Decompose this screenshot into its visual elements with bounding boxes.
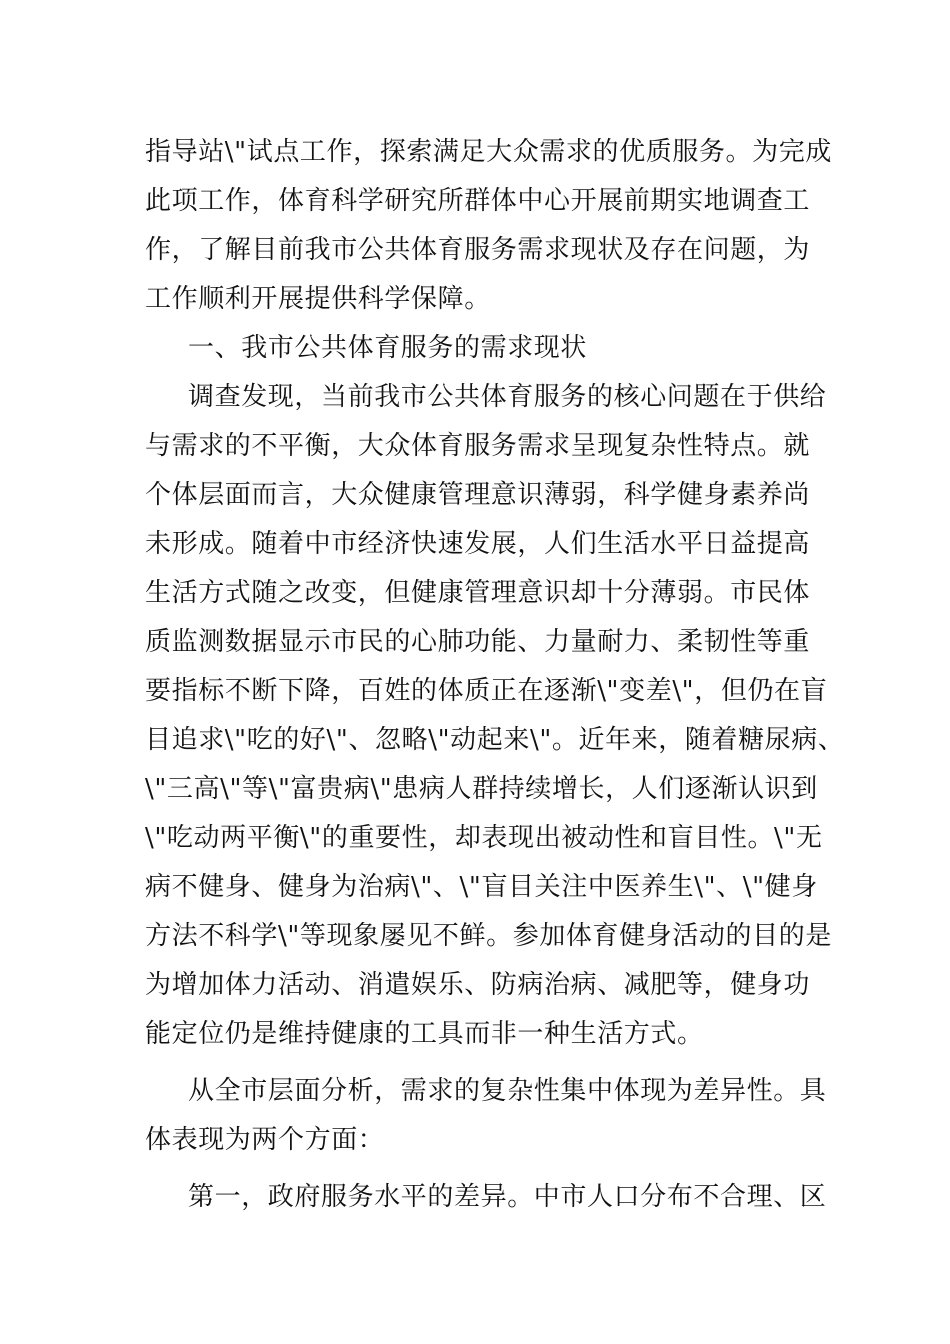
- text-line-14: \"三高\"等\"富贵病\"患病人群持续增长，人们逐渐认识到: [145, 774, 818, 804]
- text-line-15: \"吃动两平衡\"的重要性，却表现出被动性和盲目性。\"无: [145, 823, 823, 853]
- text-line-6: 调查发现，当前我市公共体育服务的核心问题在于供给: [188, 382, 827, 412]
- text-line-4: 工作顺利开展提供科学保障。: [145, 284, 491, 314]
- text-line-16: 病不健身、健身为治病\"、\"盲目关注中医养生\"、\"健身: [145, 872, 818, 902]
- text-line-11: 质监测数据显示市民的心肺功能、力量耐力、柔韧性等重: [145, 627, 811, 657]
- text-line-20: 从全市层面分析，需求的复杂性集中体现为差异性。具: [188, 1076, 827, 1106]
- text-line-8: 个体层面而言，大众健康管理意识薄弱，科学健身素养尚: [145, 480, 811, 510]
- text-line-18: 为增加体力活动、消遣娱乐、防病治病、减肥等，健身功: [145, 970, 811, 1000]
- text-line-17: 方法不科学\"等现象屡见不鲜。参加体育健身活动的目的是: [145, 921, 832, 951]
- text-line-7: 与需求的不平衡，大众体育服务需求呈现复杂性特点。就: [145, 431, 811, 461]
- text-line-9: 未形成。随着中市经济快速发展，人们生活水平日益提高: [145, 529, 811, 559]
- text-line-21: 体表现为两个方面：: [145, 1125, 385, 1155]
- text-line-2: 此项工作，体育科学研究所群体中心开展前期实地调查工: [145, 186, 811, 216]
- text-line-10: 生活方式随之改变，但健康管理意识却十分薄弱。市民体: [145, 578, 811, 608]
- section-heading: 一、我市公共体育服务的需求现状: [188, 333, 588, 363]
- text-line-1: 指导站\"试点工作，探索满足大众需求的优质服务。为完成: [145, 137, 832, 167]
- text-line-19: 能定位仍是维持健康的工具而非一种生活方式。: [145, 1019, 704, 1049]
- text-line-22: 第一，政府服务水平的差异。中市人口分布不合理、区: [188, 1182, 827, 1212]
- text-line-12: 要指标不断下降，百姓的体质正在逐渐\"变差\"，但仍在盲: [145, 676, 828, 706]
- text-line-13: 目追求\"吃的好\"、忽略\"动起来\"。近年来，随着糖尿病、: [145, 725, 845, 755]
- text-line-3: 作，了解目前我市公共体育服务需求现状及存在问题，为: [145, 235, 811, 265]
